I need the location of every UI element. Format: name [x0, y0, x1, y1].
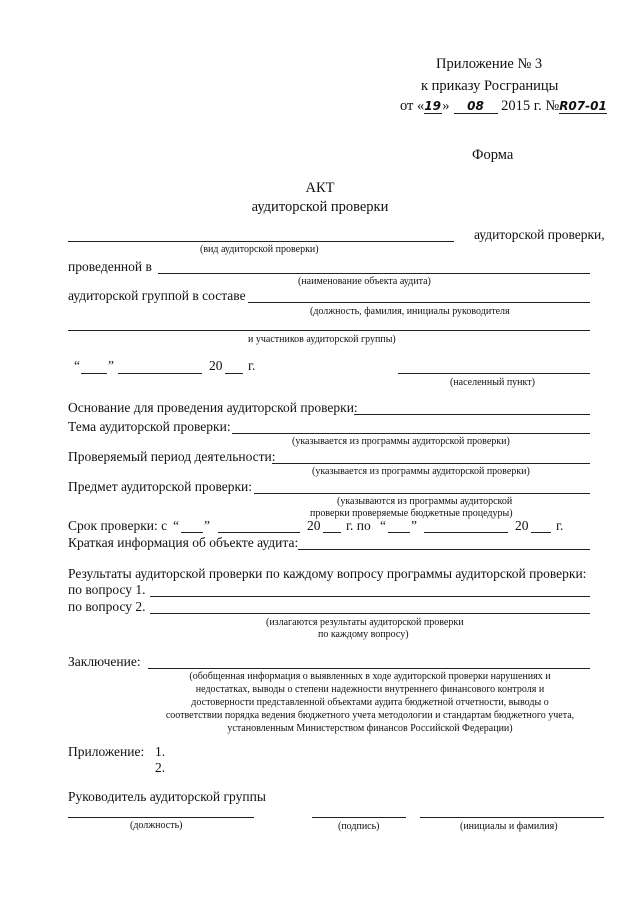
position-line	[68, 817, 254, 818]
question-1-line	[150, 596, 590, 597]
act-subtitle: аудиторской проверки	[251, 199, 389, 215]
appendix-number: Приложение № 3	[436, 56, 543, 72]
term-end-year: 20	[515, 518, 529, 533]
date-year-suffix: г.	[248, 358, 256, 373]
date-month-line	[118, 373, 202, 374]
date-year: 2015 г.	[501, 98, 542, 114]
term-close-quote: ”	[204, 518, 210, 533]
appendix-item-1: 1.	[155, 744, 166, 759]
number-label: №	[545, 98, 560, 114]
conclusion-caption-2: недостатках, выводы о степени надежности внутреннего финансового контроля и	[195, 684, 545, 695]
term-open-quote: “	[173, 518, 179, 533]
date-quote-close: »	[442, 98, 450, 114]
conducted-at-line	[158, 273, 590, 274]
topic-line	[232, 433, 590, 434]
date-day-line	[81, 373, 107, 374]
subject-caption-1: (указываются из программы аудиторской	[337, 496, 513, 507]
term-start-day-line	[181, 532, 203, 533]
period-line	[272, 463, 590, 464]
brief-label: Краткая информация об объекте аудита:	[68, 535, 299, 550]
number-value: R07-01	[559, 99, 607, 113]
place-line	[398, 373, 590, 374]
conclusion-caption-5: установленным Министерством финансов Российской Федерации)	[227, 723, 513, 734]
conclusion-label: Заключение:	[68, 654, 141, 669]
date-open-quote: “	[74, 358, 80, 373]
conducted-at-caption: (наименование объекта аудита)	[298, 276, 431, 287]
conclusion-caption-1: (обобщенная информация о выявленных в ходе аудиторской проверки нарушениях и	[189, 671, 551, 682]
act-title: АКТ	[305, 180, 335, 196]
topic-label: Тема аудиторской проверки:	[68, 419, 231, 434]
conclusion-caption-3: достоверности представленной объектами аудита бюджетной отчетности, выводы о	[191, 697, 549, 708]
signature-caption: (подпись)	[338, 821, 380, 832]
group-head-label: Руководитель аудиторской группы	[68, 789, 266, 804]
date-year-prefix: 20	[209, 358, 223, 373]
conducted-at-label: проведенной в	[68, 259, 152, 274]
brief-line	[298, 549, 590, 550]
question-1-label: по вопросу 1.	[68, 582, 146, 597]
subject-label: Предмет аудиторской проверки:	[68, 479, 253, 494]
appendix-order-ref: к приказу Росграницы	[421, 78, 559, 94]
group-caption-1: (должность, фамилия, инициалы руководителя	[310, 306, 510, 317]
term-end-open-quote: “	[380, 518, 386, 533]
term-start-year: 20	[307, 518, 321, 533]
date-day: 19	[424, 99, 441, 113]
results-caption-1: (излагаются результаты аудиторской проверки	[266, 617, 464, 628]
order-date-line	[400, 98, 607, 115]
period-caption: (указывается из программы аудиторской проверки)	[312, 466, 530, 477]
place-caption: (населенный пункт)	[450, 377, 535, 388]
term-label: Срок проверки: с	[68, 518, 168, 533]
basis-label: Основание для проведения аудиторской проверки:	[68, 400, 358, 415]
conclusion-line	[148, 668, 590, 669]
form-label: Форма	[472, 147, 514, 163]
term-end-year-line	[531, 532, 551, 533]
results-caption-2: по каждому вопросу)	[318, 629, 409, 640]
audit-type-suffix: аудиторской проверки,	[474, 227, 605, 242]
term-end-suffix: г.	[556, 518, 564, 533]
name-line	[420, 817, 604, 818]
date-month: 08	[454, 99, 498, 114]
term-end-month-line	[424, 532, 508, 533]
question-2-line	[150, 613, 590, 614]
position-caption: (должность)	[130, 820, 183, 831]
group-line-2	[68, 330, 590, 331]
term-end-day-line	[388, 532, 410, 533]
date-year-line	[225, 373, 243, 374]
term-start-year-line	[323, 532, 341, 533]
date-prefix: от «	[400, 98, 425, 114]
name-caption: (инициалы и фамилия)	[460, 821, 558, 832]
signature-line	[312, 817, 406, 818]
conclusion-caption-4: соответствии порядка ведения бюджетного учета методологии и стандартам бюджетного учета,	[165, 710, 575, 721]
results-heading: Результаты аудиторской проверки по каждому вопросу программы аудиторской проверки:	[68, 566, 587, 581]
basis-line	[354, 414, 590, 415]
term-po: г. по	[346, 518, 371, 533]
group-line	[248, 302, 590, 303]
term-end-close-quote: ”	[411, 518, 417, 533]
group-label: аудиторской группой в составе	[68, 288, 246, 303]
topic-caption: (указывается из программы аудиторской проверки)	[292, 436, 510, 447]
group-caption-2: и участников аудиторской группы)	[248, 334, 396, 345]
term-start-month-line	[218, 532, 300, 533]
subject-caption-2: проверки проверяемые бюджетные процедуры)	[310, 508, 513, 519]
audit-type-caption: (вид аудиторской проверки)	[200, 244, 319, 255]
audit-type-line	[68, 241, 454, 242]
subject-line	[254, 493, 590, 494]
appendix-label: Приложение:	[68, 744, 145, 759]
date-close-quote: ”	[108, 358, 114, 373]
question-2-label: по вопросу 2.	[68, 599, 146, 614]
period-label: Проверяемый период деятельности:	[68, 449, 276, 464]
appendix-item-2: 2.	[155, 760, 166, 775]
